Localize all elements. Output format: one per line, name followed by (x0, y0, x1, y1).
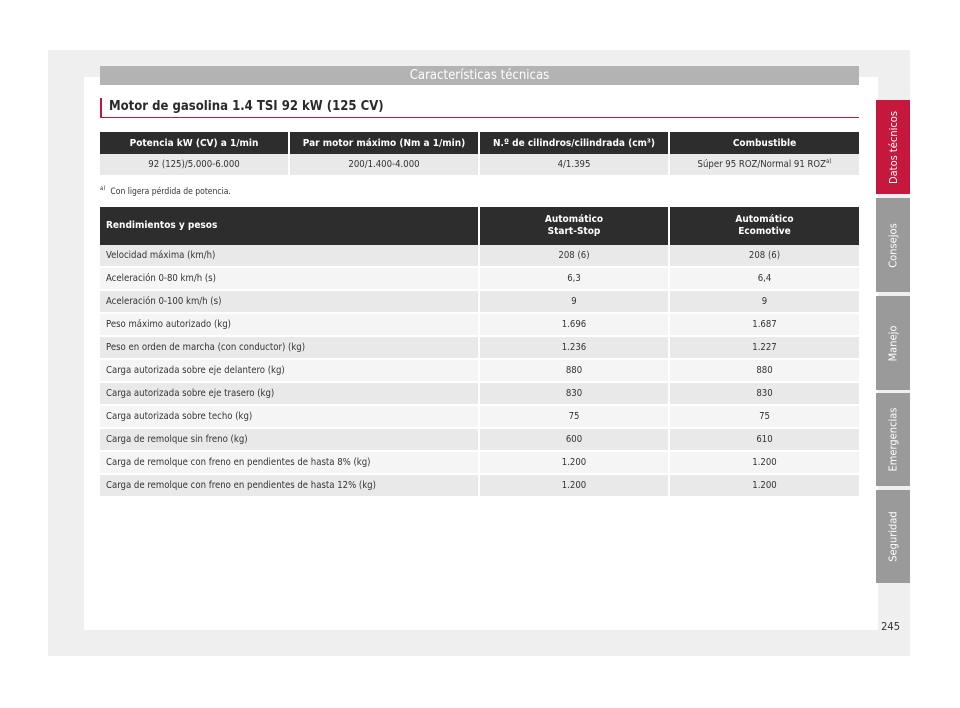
cell-cylinders: 4/1.395 (479, 154, 669, 176)
cell-label: Carga autorizada sobre techo (kg) (100, 405, 479, 428)
cell-torque: 200/1.400-4.000 (289, 154, 479, 176)
cell-ecomotive: 1.227 (669, 336, 859, 359)
table-row (100, 313, 859, 336)
tab-manejo[interactable] (876, 296, 910, 390)
fuel-value: Súper 95 ROZ/Normal 91 ROZ (697, 159, 827, 171)
tab-label: Manejo (886, 325, 900, 361)
cell-ecomotive: 880 (669, 359, 859, 382)
col-power: Potencia kW (CV) a 1/min (100, 132, 289, 154)
table-row (100, 474, 859, 497)
cell-ecomotive: 75 (669, 405, 859, 428)
cell-start-stop: 880 (479, 359, 669, 382)
cell-label: Carga de remolque sin freno (kg) (100, 428, 479, 451)
col-ecomotive-line1: Automático (735, 214, 794, 225)
performance-weights-table (100, 207, 859, 498)
col-ecomotive (669, 207, 859, 245)
cell-fuel (669, 154, 859, 176)
cell-start-stop: 1.236 (479, 336, 669, 359)
cell-start-stop: 6,3 (479, 267, 669, 290)
cell-start-stop: 1.200 (479, 451, 669, 474)
table-row (100, 336, 859, 359)
cell-label: Aceleración 0-80 km/h (s) (100, 267, 479, 290)
table-row (100, 405, 859, 428)
cell-label: Aceleración 0-100 km/h (s) (100, 290, 479, 313)
table-row (100, 451, 859, 474)
engine-specs-table (100, 132, 859, 177)
tab-seguridad[interactable] (876, 490, 910, 583)
tab-label: Datos técnicos (886, 110, 900, 184)
table-header-row (100, 132, 859, 154)
cell-label: Carga de remolque con freno en pendientes de hasta 12% (kg) (100, 474, 479, 497)
col-ecomotive-line2: Ecomotive (738, 226, 791, 237)
cell-start-stop: 208 (6) (479, 245, 669, 267)
table-header-row (100, 207, 859, 245)
cell-ecomotive: 1.200 (669, 474, 859, 497)
tab-label: Emergencias (886, 407, 900, 472)
col-torque: Par motor máximo (Nm a 1/min) (289, 132, 479, 154)
cell-start-stop: 830 (479, 382, 669, 405)
tab-label: Consejos (886, 222, 900, 268)
cell-ecomotive: 610 (669, 428, 859, 451)
footnote (100, 185, 231, 197)
section-title: Motor de gasolina 1.4 TSI 92 kW (125 CV) (100, 98, 859, 118)
col-start-stop-line2: Start-Stop (547, 226, 601, 237)
table-row (100, 382, 859, 405)
cell-label: Velocidad máxima (km/h) (100, 245, 479, 267)
cell-start-stop: 600 (479, 428, 669, 451)
cell-ecomotive: 208 (6) (669, 245, 859, 267)
table-row (100, 290, 859, 313)
cell-ecomotive: 1.200 (669, 451, 859, 474)
col-label: Rendimientos y pesos (100, 207, 479, 245)
col-cylinders: N.º de cilindros/cilindrada (cm³) (479, 132, 669, 154)
col-start-stop (479, 207, 669, 245)
col-fuel: Combustible (669, 132, 859, 154)
tab-emergencias[interactable] (876, 393, 910, 486)
table-row (100, 245, 859, 267)
cell-ecomotive: 9 (669, 290, 859, 313)
cell-start-stop: 1.200 (479, 474, 669, 497)
footnote-text: Con ligera pérdida de potencia. (110, 186, 231, 197)
cell-start-stop: 9 (479, 290, 669, 313)
cell-ecomotive: 6,4 (669, 267, 859, 290)
table-row (100, 359, 859, 382)
cell-ecomotive: 1.687 (669, 313, 859, 336)
cell-start-stop: 75 (479, 405, 669, 428)
cell-label: Carga de remolque con freno en pendientes de hasta 8% (kg) (100, 451, 479, 474)
cell-ecomotive: 830 (669, 382, 859, 405)
chapter-header: Características técnicas (100, 66, 859, 85)
cell-label: Carga autorizada sobre eje delantero (kg) (100, 359, 479, 382)
cell-start-stop: 1.696 (479, 313, 669, 336)
cell-label: Carga autorizada sobre eje trasero (kg) (100, 382, 479, 405)
table-row (100, 267, 859, 290)
tab-datos-tecnicos[interactable] (876, 100, 910, 194)
tab-label: Seguridad (886, 511, 900, 562)
cell-label: Peso en orden de marcha (con conductor) (kg) (100, 336, 479, 359)
table-row (100, 428, 859, 451)
cell-power: 92 (125)/5.000-6.000 (100, 154, 289, 176)
fuel-footnote-mark: a) (826, 158, 832, 166)
page-number: 245 (881, 620, 900, 633)
col-start-stop-line1: Automático (544, 214, 604, 225)
tab-consejos[interactable] (876, 198, 910, 292)
footnote-mark: a) (100, 185, 106, 192)
table-row (100, 154, 859, 176)
cell-label: Peso máximo autorizado (kg) (100, 313, 479, 336)
